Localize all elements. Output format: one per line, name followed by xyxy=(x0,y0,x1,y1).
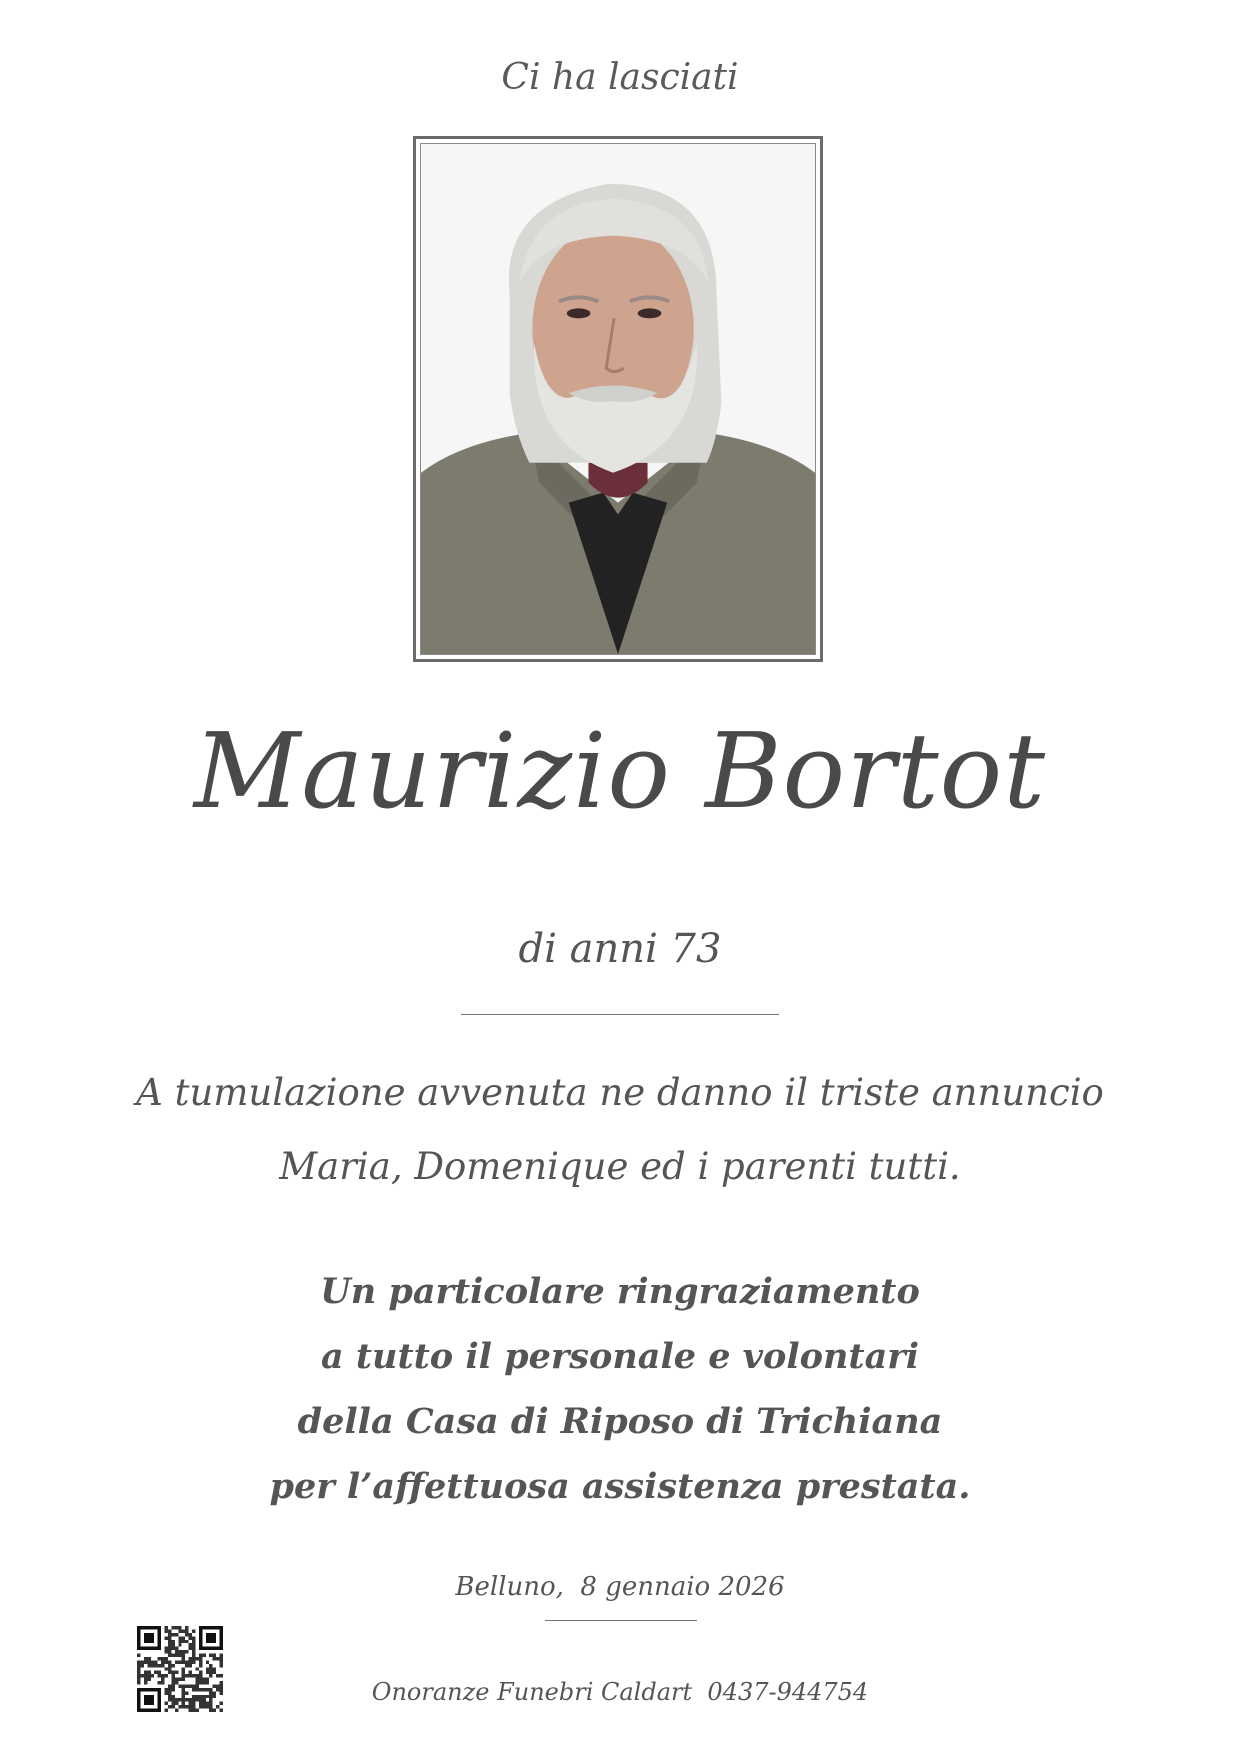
portrait-frame xyxy=(413,136,823,662)
deceased-name: Maurizio Bortot xyxy=(193,710,1047,832)
thanks-line: per l’affettuosa assistenza prestata. xyxy=(269,1466,971,1507)
divider xyxy=(461,1014,779,1015)
announcement-line: Maria, Domenique ed i parenti tutti. xyxy=(279,1145,961,1188)
age-line: di anni 73 xyxy=(518,926,722,972)
divider xyxy=(545,1620,697,1621)
thanks-line: Un particolare ringraziamento xyxy=(320,1271,920,1312)
portrait-photo xyxy=(420,143,816,655)
thanks-line: della Casa di Riposo di Trichiana xyxy=(297,1401,943,1442)
place-date: Belluno, 8 gennaio 2026 xyxy=(455,1572,785,1602)
intro-heading: Ci ha lasciati xyxy=(501,57,739,98)
announcement-line: A tumulazione avvenuta ne danno il triste annuncio xyxy=(136,1071,1104,1114)
thanks-line: a tutto il personale e volontari xyxy=(320,1336,920,1377)
portrait-illustration xyxy=(421,144,815,654)
funeral-home-footer: Onoranze Funebri Caldart 0437-944754 xyxy=(371,1678,869,1706)
